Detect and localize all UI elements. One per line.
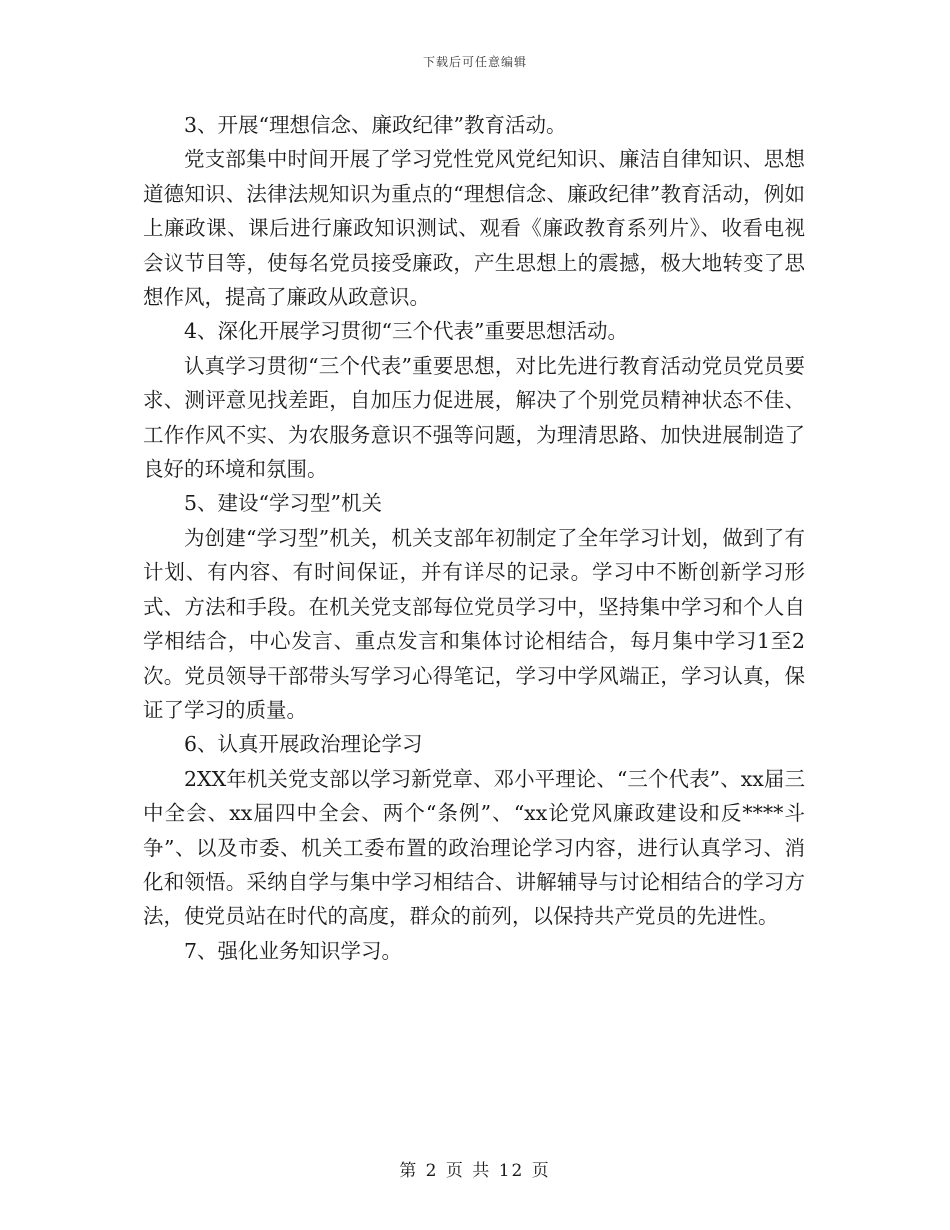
page-number: 第 2 页 共 12 页 bbox=[399, 1161, 551, 1181]
section-heading-7: 7、强化业务知识学习。 bbox=[184, 938, 403, 963]
section-heading-3: 3、开展“理想信念、廉政纪律”教育活动。 bbox=[184, 113, 567, 137]
paragraph: 党支部集中时间开展了学习党性党风党纪知识、廉洁自律知识、思想道德知识、法律法规知识为重点的“理想信念、廉政纪律”教育活动，例如上廉政课、课后进行廉政知识测试、观看《廉政教育系列片》、收看电视会议节目等，使每名党员接受廉政，产生思想上的震撼，极大地转变了思想作风，提高了廉政从政意识。 bbox=[143, 147, 805, 310]
document-body bbox=[143, 108, 805, 968]
paragraph: 为创建“学习型”机关，机关支部年初制定了全年学习计划，做到了有计划、有内容、有时间保证，并有详尽的记录。学习中不断创新学习形式、方法和手段。在机关党支部每位党员学习中，坚持集中学习和个人自学相结合，中心发言、重点发言和集体讨论相结合，每月集中学习1至2次。党员领导干部带头写学习心得笔记，学习中学风端正，学习认真，保证了学习的质量。 bbox=[143, 525, 805, 722]
paragraph: 认真学习贯彻“三个代表”重要思想，对比先进行教育活动党员党员要求、测评意见找差距，自加压力促进展，解决了个别党员精神状态不佳、工作作风不实、为农服务意识不强等问题，为理清思路、加快进展制造了良好的环境和氛围。 bbox=[143, 353, 805, 482]
section-heading-5: 5、建设“学习型”机关 bbox=[184, 491, 383, 516]
paragraph: 2XX年机关党支部以学习新党章、邓小平理论、“三个代表”、xx届三中全会、xx届四中全会、两个“条例”、“xx论党风廉政建设和反****斗争”、以及市委、机关工委布置的政治理论学习内容，进行认真学习、消化和领悟。采纳自学与集中学习相结合、讲解辅导与讨论相结合的学习方法，使党员站在时代的高度，群众的前列，以保持共产党员的先进性。 bbox=[143, 766, 805, 929]
page-header: 下载后可任意编辑 bbox=[422, 55, 527, 69]
section-heading-6: 6、认真开展政治理论学习 bbox=[184, 732, 423, 757]
section-heading-4: 4、深化开展学习贯彻“三个代表”重要思想活动。 bbox=[184, 319, 629, 344]
